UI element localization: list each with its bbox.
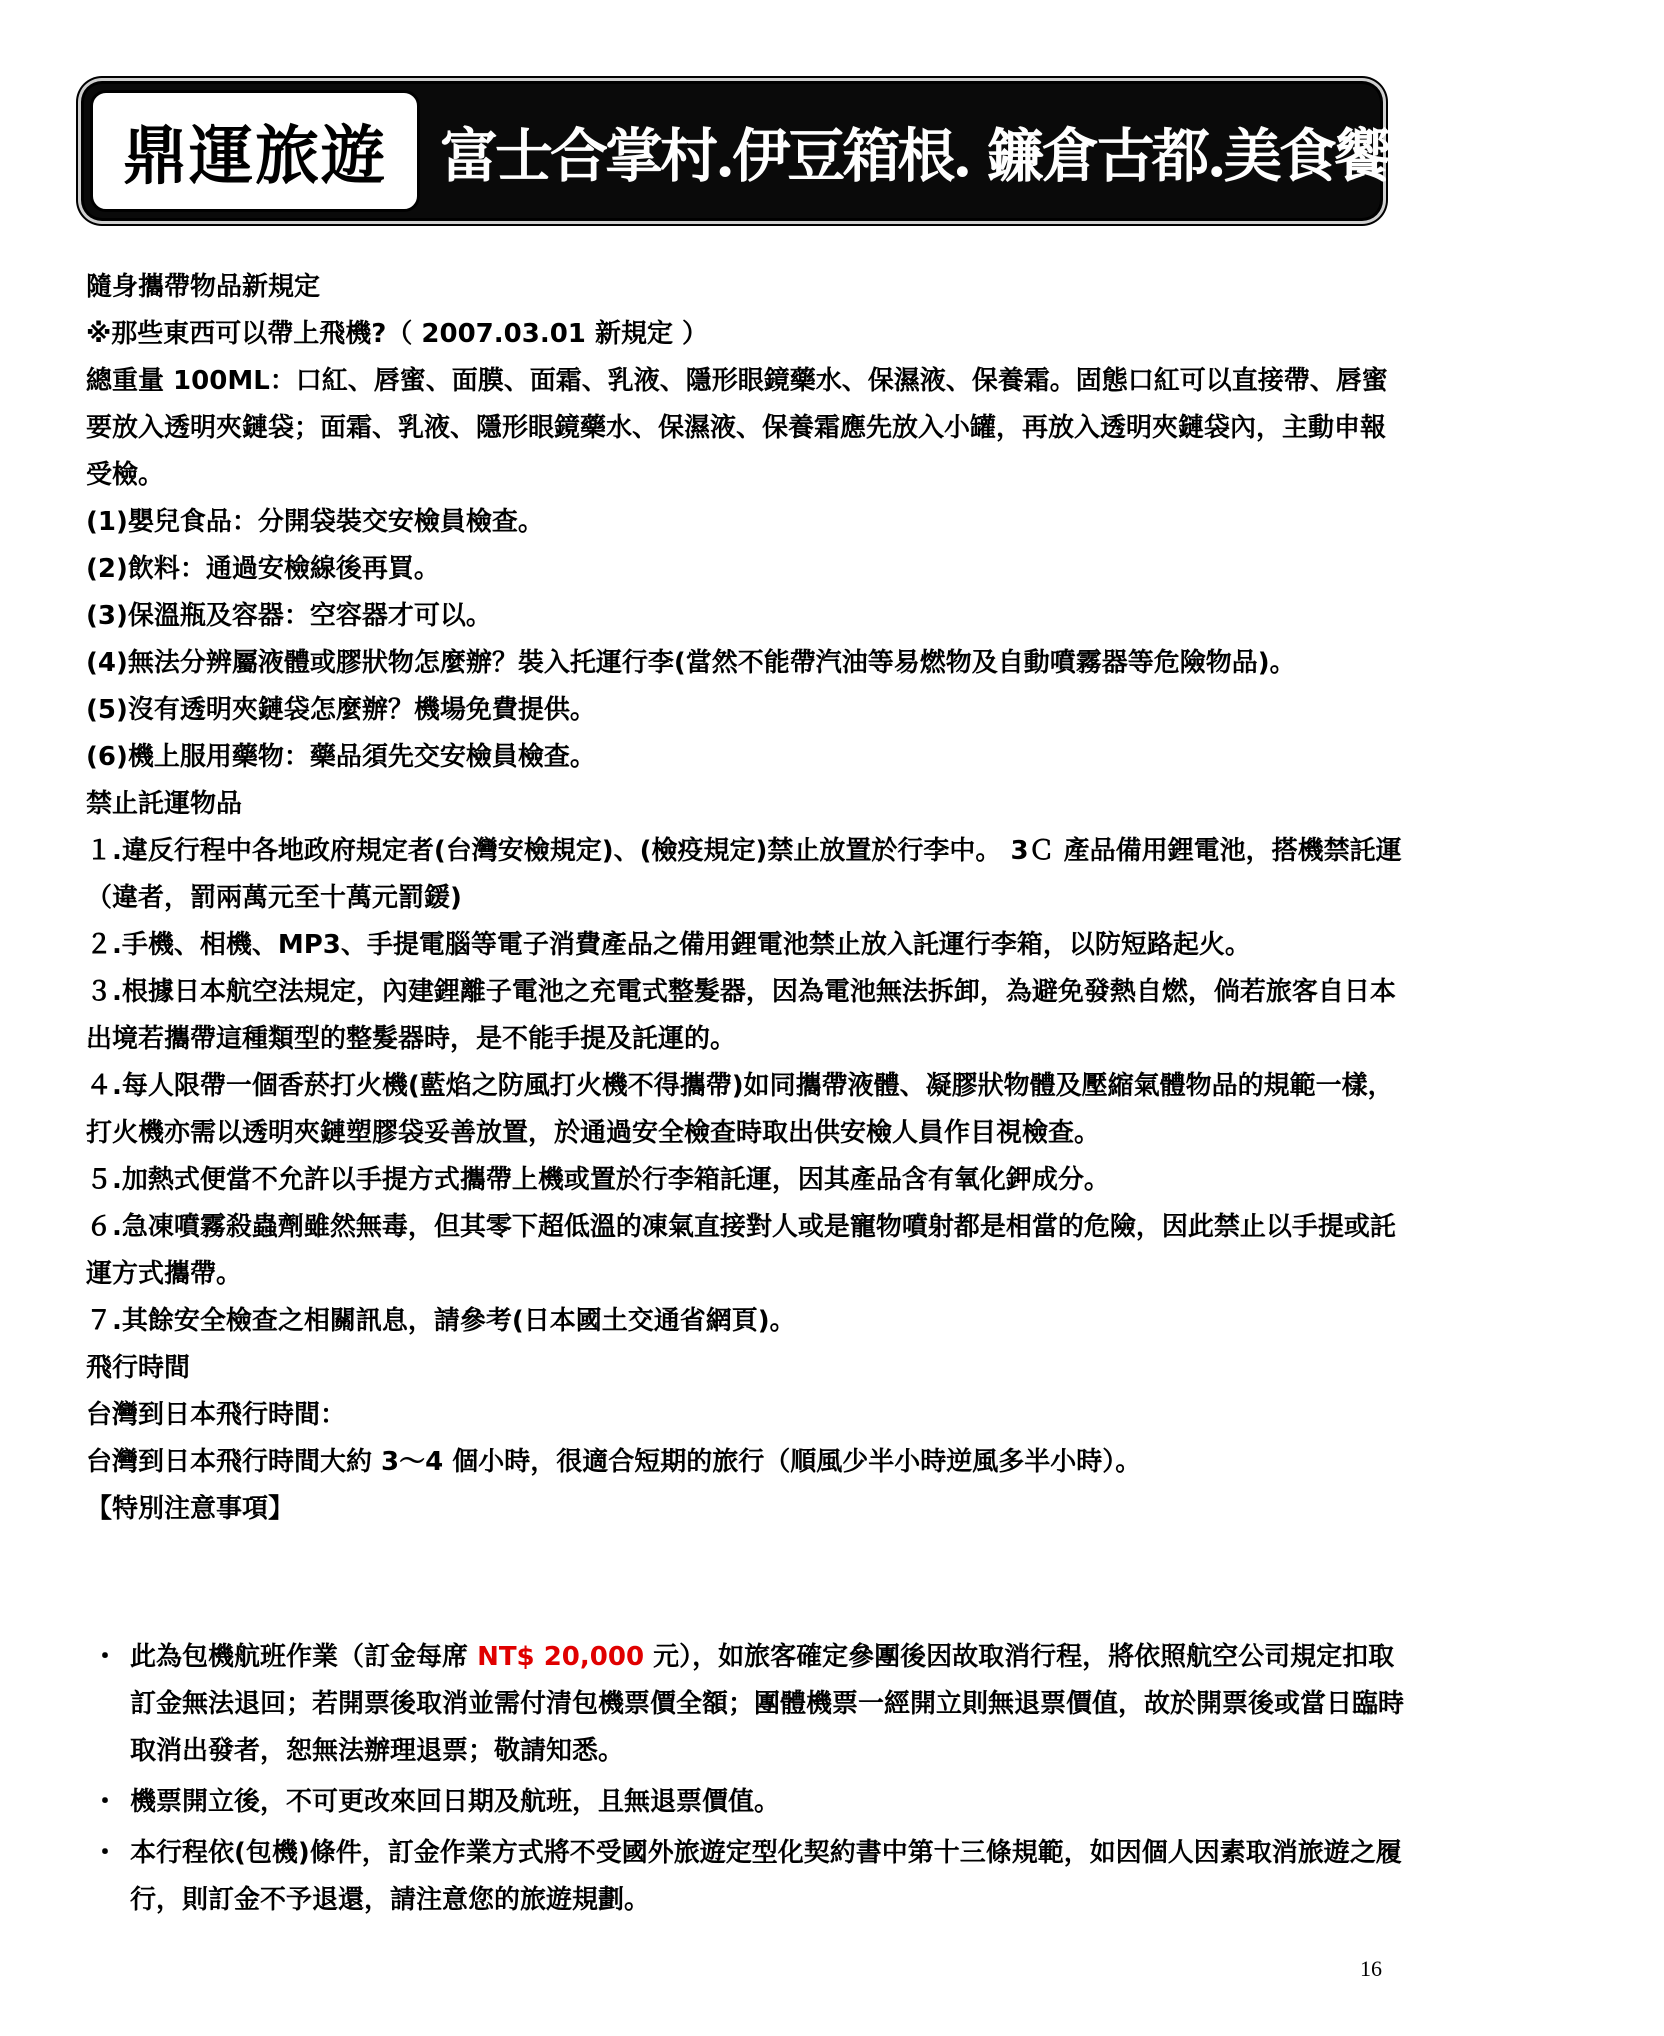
brand-name: 鼎運旅遊 xyxy=(123,119,387,194)
tour-title: 富士合掌村.伊豆箱根. 鐮倉古都.美食饗宴溫泉五日 xyxy=(440,122,1664,190)
main-content xyxy=(86,264,1406,1533)
bullet-icon: ・ xyxy=(92,1642,119,1672)
note-text-pre: 此為包機航班作業（訂金每席 xyxy=(130,1642,478,1672)
page-number: 16 xyxy=(1360,1956,1382,1981)
prohibited-item: １.違反行程中各地政府規定者(台灣安檢規定)、(檢疫規定)禁止放置於行李中。 3Ｃ 產品備用鋰電池，搭機禁託運（違者，罰兩萬元至十萬元罰鍰) xyxy=(86,836,1402,913)
notes-list xyxy=(86,1634,1406,1928)
note-text xyxy=(130,1634,1406,1775)
carry-on-item: (3)保溫瓶及容器：空容器才可以。 xyxy=(86,601,492,631)
carry-on-item: (5)沒有透明夾鏈袋怎麼辦？機場免費提供。 xyxy=(86,695,596,725)
carry-on-item: (4)無法分辨屬液體或膠狀物怎麼辦？裝入托運行李(當然不能帶汽油等易燃物及自動噴霧器等危險物品)。 xyxy=(86,648,1296,678)
flight-time-heading: 飛行時間 xyxy=(86,1353,191,1383)
note-text: 本行程依(包機)條件，訂金作業方式將不受國外旅遊定型化契約書中第十三條規範，如因個人因素取消旅遊之履行，則訂金不予退還，請注意您的旅遊規劃。 xyxy=(130,1838,1402,1915)
bullet-icon: ・ xyxy=(92,1838,119,1868)
list-item xyxy=(86,1830,1406,1924)
carry-on-heading: 隨身攜帶物品新規定 xyxy=(86,272,321,302)
list-item xyxy=(86,1634,1406,1775)
carry-on-item: (1)嬰兒食品：分開袋裝交安檢員檢查。 xyxy=(86,507,544,537)
prohibited-item: ２.手機、相機、MP3、手提電腦等電子消費產品之備用鋰電池禁止放入託運行李箱，以防短路起火。 xyxy=(86,930,1251,960)
prohibited-item: ６.急凍噴霧殺蟲劑雖然無毒，但其零下超低溫的凍氣直接對人或是寵物噴射都是相當的危險，因此禁止以手提或託運方式攜帶。 xyxy=(86,1212,1396,1289)
carry-on-question: ※那些東西可以帶上飛機?（ 2007.03.01 新規定 ） xyxy=(86,319,708,349)
deposit-price: NT$ 20,000 xyxy=(477,1642,645,1672)
prohibited-item: ４.每人限帶一個香菸打火機(藍焰之防風打火機不得攜帶)如同攜帶液體、凝膠狀物體及壓縮氣體物品的規範一樣，打火機亦需以透明夾鏈塑膠袋妥善放置，於通過安全檢查時取出供安檢人員作目視檢查。 xyxy=(86,1071,1394,1148)
header-banner xyxy=(84,84,1664,218)
flight-time-text: 台灣到日本飛行時間大約 3～4 個小時，很適合短期的旅行（順風少半小時逆風多半小時）。 xyxy=(86,1447,1142,1477)
brand-box xyxy=(90,90,420,212)
carry-on-intro: 總重量 100ML：口紅、唇蜜、面膜、面霜、乳液、隱形眼鏡藥水、保濕液、保養霜。固態口紅可以直接帶、唇蜜要放入透明夾鏈袋；面霜、乳液、隱形眼鏡藥水、保濕液、保養霜應先放入小罐，再放入透明夾鏈袋內，主動申報受檢。 xyxy=(86,366,1388,490)
prohibited-heading: 禁止託運物品 xyxy=(86,789,243,819)
bullet-icon: ・ xyxy=(92,1787,119,1817)
prohibited-item: ３.根據日本航空法規定，內建鋰離子電池之充電式整髮器，因為電池無法拆卸，為避免發熱自燃，倘若旅客自日本出境若攜帶這種類型的整髮器時，是不能手提及託運的。 xyxy=(86,977,1396,1054)
list-item xyxy=(86,1779,1406,1826)
note-text: 機票開立後，不可更改來回日期及航班，且無退票價值。 xyxy=(130,1787,781,1817)
flight-time-subheading: 台灣到日本飛行時間： xyxy=(86,1400,347,1430)
carry-on-item: (2)飲料：通過安檢線後再買。 xyxy=(86,554,440,584)
notes-heading: 【特別注意事項】 xyxy=(86,1494,295,1524)
carry-on-item: (6)機上服用藥物：藥品須先交安檢員檢查。 xyxy=(86,742,596,772)
note-text-post: 元），如旅客確定參團後因故取消行程，將依照航空公司規定扣取訂金無法退回；若開票後取消並需付清包機票價全額；團體機票一經開立則無退票價值，故於開票後或當日臨時取消出發者，恕無法辦理退票；敬請知悉。 xyxy=(130,1642,1405,1766)
prohibited-item: ５.加熱式便當不允許以手提方式攜帶上機或置於行李箱託運，因其產品含有氧化鉀成分。 xyxy=(86,1165,1110,1195)
prohibited-item: ７.其餘安全檢查之相關訊息，請參考(日本國土交通省網頁)。 xyxy=(86,1306,796,1336)
